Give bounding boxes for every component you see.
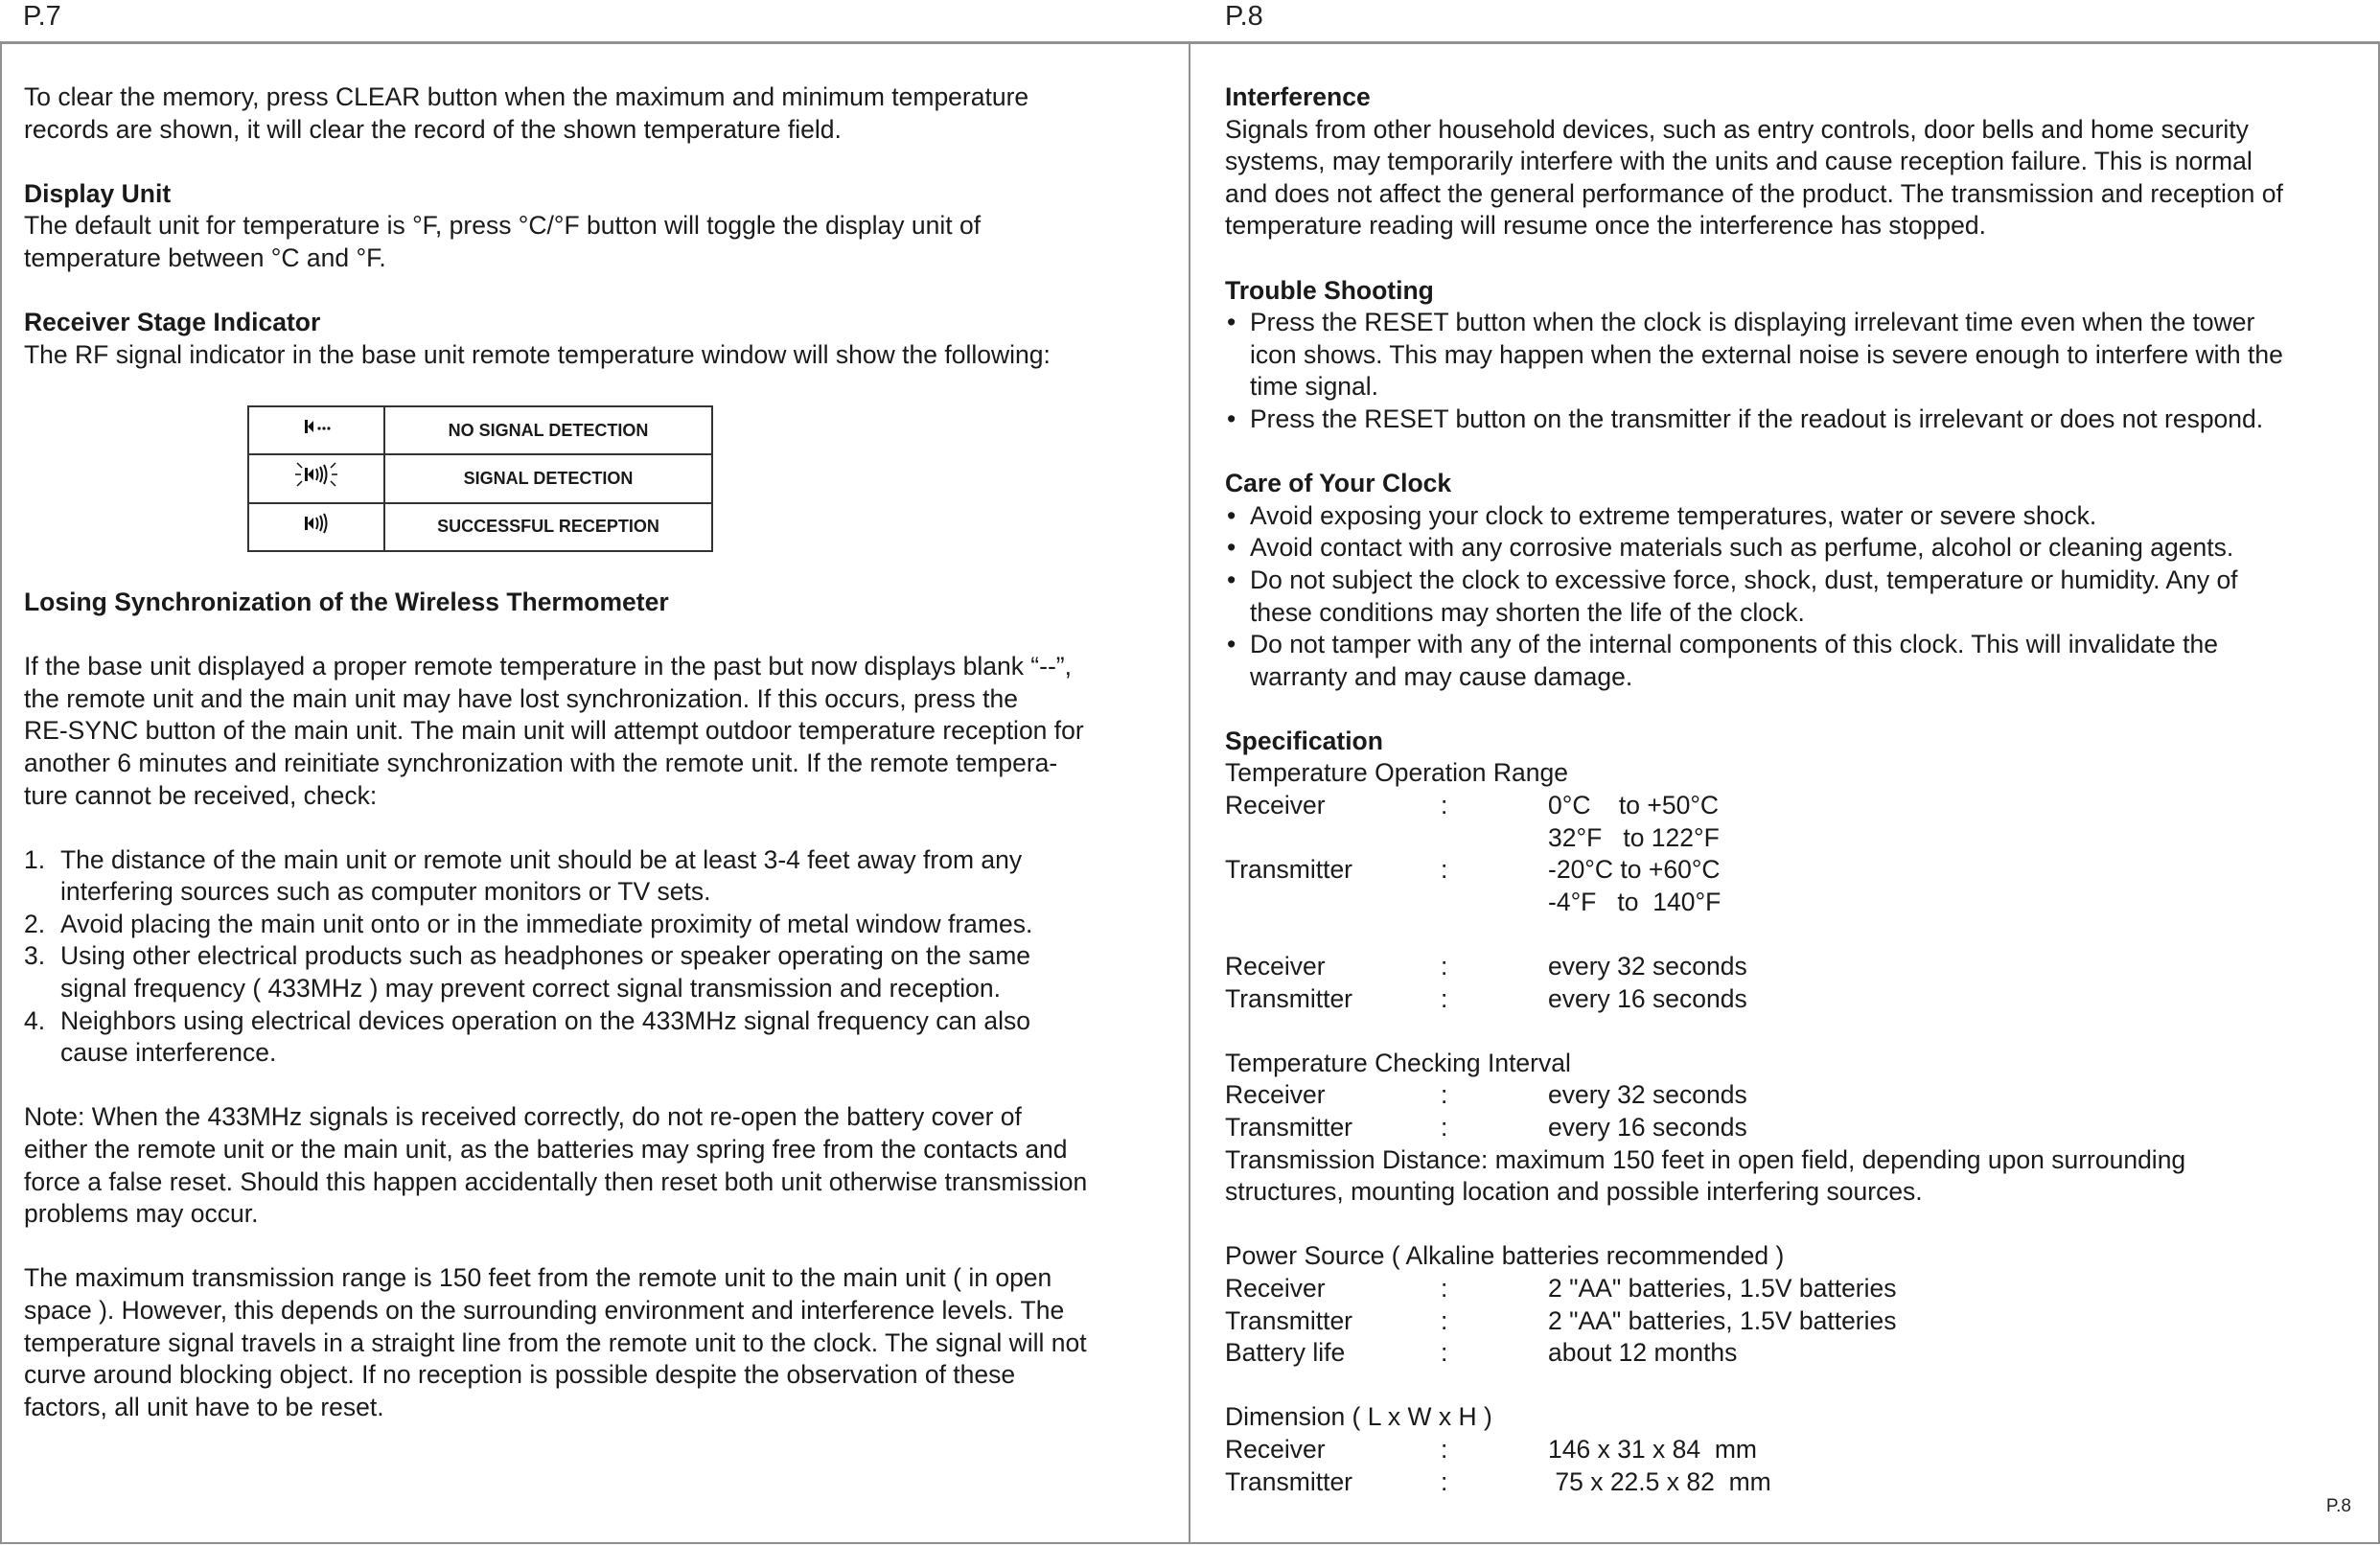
bullet-item <box>1225 307 2366 404</box>
spec-colon: : <box>1441 983 1448 1013</box>
spec-key: Transmitter <box>1225 855 1353 885</box>
no-signal-icon <box>297 413 335 440</box>
list-line: Using other electrical products such as headphones or speaker operating on the same <box>60 941 1031 971</box>
note-line: force a false reset. Should this happen accidentally then reset both unit otherwise transmission <box>24 1166 1088 1196</box>
receiver-stage-line: The RF signal indicator in the base unit remote temperature window will show the following: <box>24 339 1051 369</box>
dimension-title: Dimension ( L x W x H ) <box>1225 1402 1492 1432</box>
spec-colon: : <box>1441 1305 1448 1335</box>
note-line: either the remote unit or the main unit, as the batteries may spring free from the contacts and <box>24 1135 1068 1165</box>
intro-line: records are shown, it will clear the record of the shown temperature field. <box>24 114 842 144</box>
spec-value: 32°F to 122°F <box>1548 822 1720 852</box>
bullet-line: these conditions may shorten the life of the clock. <box>1250 597 1805 627</box>
list-line: signal frequency ( 433MHz ) may prevent correct signal transmission and reception. <box>60 974 1001 1004</box>
spec-value: every 32 seconds <box>1548 1080 1747 1110</box>
signal-table-label: SIGNAL DETECTION <box>384 454 712 503</box>
bullet-item <box>1225 565 2366 629</box>
temp-range-title: Temperature Operation Range <box>1225 758 1568 788</box>
losing-sync-line: If the base unit displayed a proper remote temperature in the past but now displays blank “--”, <box>24 652 1072 681</box>
list-line: Neighbors using electrical devices operation on the 433MHz signal frequency can also <box>60 1005 1030 1035</box>
spec-colon: : <box>1441 952 1448 981</box>
spec-value: every 16 seconds <box>1548 983 1747 1013</box>
spec-row <box>1225 854 2366 887</box>
list-item <box>24 909 1174 941</box>
bullet-icon: • <box>1227 630 1236 659</box>
bullet-item <box>1225 532 2366 565</box>
list-number: 2. <box>24 909 46 938</box>
list-number: 4. <box>24 1005 46 1035</box>
signal-indicator-table <box>247 405 713 552</box>
spec-key: Receiver <box>1225 1273 1326 1303</box>
display-unit-line: temperature between °C and °F. <box>24 242 386 272</box>
spec-colon: : <box>1441 1273 1448 1303</box>
interference-line: and does not affect the general performance of the product. The transmission and reception of <box>1225 178 2283 208</box>
table-row <box>248 454 712 503</box>
note-line: Note: When the 433MHz signals is received correctly, do not re-open the battery cover of <box>24 1102 1022 1132</box>
losing-sync-line: RE-SYNC button of the main unit. The main unit will attempt outdoor temperature reception for <box>24 716 1084 746</box>
distance-line: structures, mounting location and possible interfering sources. <box>1225 1177 1923 1207</box>
note-line: problems may occur. <box>24 1199 259 1229</box>
bullet-icon: • <box>1227 533 1236 563</box>
losing-sync-line: the remote unit and the main unit may have lost synchronization. If this occurs, press the <box>24 683 1018 713</box>
spec-key: Transmitter <box>1225 983 1353 1013</box>
bullet-icon: • <box>1227 308 1236 337</box>
spec-row <box>1225 1337 2366 1370</box>
spec-row <box>1225 1112 2366 1144</box>
left-column <box>24 81 1174 1423</box>
bullet-line: Press the RESET button when the clock is displaying irrelevant time even when the tower <box>1250 308 2255 337</box>
interference-heading: Interference <box>1225 82 1371 111</box>
table-row <box>248 406 712 454</box>
spec-value: 75 x 22.5 x 82 mm <box>1548 1466 1771 1496</box>
spec-key: Receiver <box>1225 1434 1326 1464</box>
checking-title: Temperature Checking Interval <box>1225 1048 1571 1077</box>
spec-value: about 12 months <box>1548 1338 1738 1368</box>
spec-row <box>1225 983 2366 1016</box>
interference-line: systems, may temporarily interfere with the units and cause reception failure. This is normal <box>1225 147 2253 176</box>
page-number-right: P.8 <box>1225 1 1263 32</box>
range-line: space ). However, this depends on the surrounding environment and interference levels. The <box>24 1296 1065 1325</box>
page-number-footer: P.8 <box>2325 1496 2351 1516</box>
bullet-line: time signal. <box>1250 372 1379 402</box>
spec-key: Receiver <box>1225 791 1326 820</box>
bullet-item <box>1225 629 2366 693</box>
specification-heading: Specification <box>1225 726 1383 755</box>
losing-sync-line: another 6 minutes and reinitiate synchronization with the remote unit. If the remote tempera- <box>24 748 1058 777</box>
bullet-icon: • <box>1227 500 1236 530</box>
bullet-item <box>1225 500 2366 533</box>
losing-sync-heading: Losing Synchronization of the Wireless Thermometer <box>24 587 669 616</box>
losing-sync-line: ture cannot be received, check: <box>24 780 378 810</box>
distance-line: Transmission Distance: maximum 150 feet in open field, depending upon surrounding <box>1225 1144 2186 1174</box>
spec-row <box>1225 887 2366 919</box>
spec-value: -20°C to +60°C <box>1548 855 1721 885</box>
bullet-item <box>1225 404 2366 436</box>
spec-colon: : <box>1441 1080 1448 1110</box>
bullet-icon: • <box>1227 565 1236 594</box>
spec-value: 0°C to +50°C <box>1548 791 1720 820</box>
trouble-shooting-heading: Trouble Shooting <box>1225 275 1434 305</box>
spec-colon: : <box>1441 1466 1448 1496</box>
spec-colon: : <box>1441 1338 1448 1368</box>
bullet-line: icon shows. This may happen when the external noise is severe enough to interfere with the <box>1250 339 2283 369</box>
spec-row <box>1225 822 2366 855</box>
spec-key: Battery life <box>1225 1338 1346 1368</box>
page-number-left: P.7 <box>23 1 61 32</box>
list-item <box>24 940 1174 1004</box>
spec-row <box>1225 951 2366 983</box>
display-unit-heading: Display Unit <box>24 178 172 208</box>
bullet-line: Avoid exposing your clock to extreme temperatures, water or severe shock. <box>1250 500 2097 530</box>
spec-row <box>1225 1466 2366 1499</box>
spec-colon: : <box>1441 791 1448 820</box>
bullet-line: Do not subject the clock to excessive force, shock, dust, temperature or humidity. Any of <box>1250 565 2238 594</box>
spec-value: 2 "AA" batteries, 1.5V batteries <box>1548 1273 1897 1303</box>
spec-row <box>1225 1305 2366 1338</box>
display-unit-line: The default unit for temperature is °F, press °C/°F button will toggle the display unit of <box>24 211 982 241</box>
right-column <box>1225 81 2366 1498</box>
signal-table-label: NO SIGNAL DETECTION <box>384 406 712 454</box>
spec-key: Transmitter <box>1225 1466 1353 1496</box>
bullet-line: Press the RESET button on the transmitter if the readout is irrelevant or does not respond. <box>1250 404 2264 433</box>
bullet-line: Do not tamper with any of the internal components of this clock. This will invalidate the <box>1250 630 2218 659</box>
spec-value: every 16 seconds <box>1548 1113 1747 1142</box>
list-line: interfering sources such as computer monitors or TV sets. <box>60 877 711 907</box>
spec-key: Receiver <box>1225 1080 1326 1110</box>
spec-colon: : <box>1441 1113 1448 1142</box>
bullet-line: Avoid contact with any corrosive materials such as perfume, alcohol or cleaning agents. <box>1250 533 2234 563</box>
spec-value: -4°F to 140°F <box>1548 887 1721 916</box>
spec-key: Transmitter <box>1225 1113 1353 1142</box>
spec-row <box>1225 790 2366 822</box>
range-line: factors, all unit have to be reset. <box>24 1392 384 1421</box>
list-line: Avoid placing the main unit onto or in the immediate proximity of metal window frames. <box>60 909 1033 938</box>
spec-key: Receiver <box>1225 952 1326 981</box>
signal-detection-icon <box>288 455 345 494</box>
intro-line: To clear the memory, press CLEAR button when the maximum and minimum temperature <box>24 82 1029 111</box>
interference-line: temperature reading will resume once the interference has stopped. <box>1225 211 1986 241</box>
interference-line: Signals from other household devices, such as entry controls, door bells and home security <box>1225 114 2249 144</box>
list-line: cause interference. <box>60 1038 277 1068</box>
spec-colon: : <box>1441 1434 1448 1464</box>
receiver-stage-heading: Receiver Stage Indicator <box>24 308 321 337</box>
spec-key: Transmitter <box>1225 1305 1353 1335</box>
list-item <box>24 1005 1174 1070</box>
spec-value: every 32 seconds <box>1548 952 1747 981</box>
bullet-icon: • <box>1227 404 1236 433</box>
spec-colon: : <box>1441 855 1448 885</box>
bullet-line: warranty and may cause damage. <box>1250 661 1633 691</box>
range-line: The maximum transmission range is 150 feet from the remote unit to the main unit ( in open <box>24 1263 1052 1293</box>
list-number: 3. <box>24 941 46 971</box>
list-number: 1. <box>24 844 46 874</box>
care-heading: Care of Your Clock <box>1225 469 1452 498</box>
spec-value: 146 x 31 x 84 mm <box>1548 1434 1757 1464</box>
range-line: curve around blocking object. If no reception is possible despite the observation of these <box>24 1360 1016 1390</box>
list-line: The distance of the main unit or remote unit should be at least 3-4 feet away from any <box>60 844 1023 874</box>
spec-row <box>1225 1079 2366 1112</box>
successful-reception-icon <box>297 510 335 537</box>
spec-value: 2 "AA" batteries, 1.5V batteries <box>1548 1305 1897 1335</box>
power-title: Power Source ( Alkaline batteries recommended ) <box>1225 1241 1785 1271</box>
list-item <box>24 844 1174 909</box>
signal-table-label: SUCCESSFUL RECEPTION <box>384 503 712 551</box>
spec-row <box>1225 1434 2366 1466</box>
range-line: temperature signal travels in a straight line from the remote unit to the clock. The signal will not <box>24 1327 1087 1357</box>
table-row <box>248 503 712 551</box>
spec-row <box>1225 1273 2366 1305</box>
